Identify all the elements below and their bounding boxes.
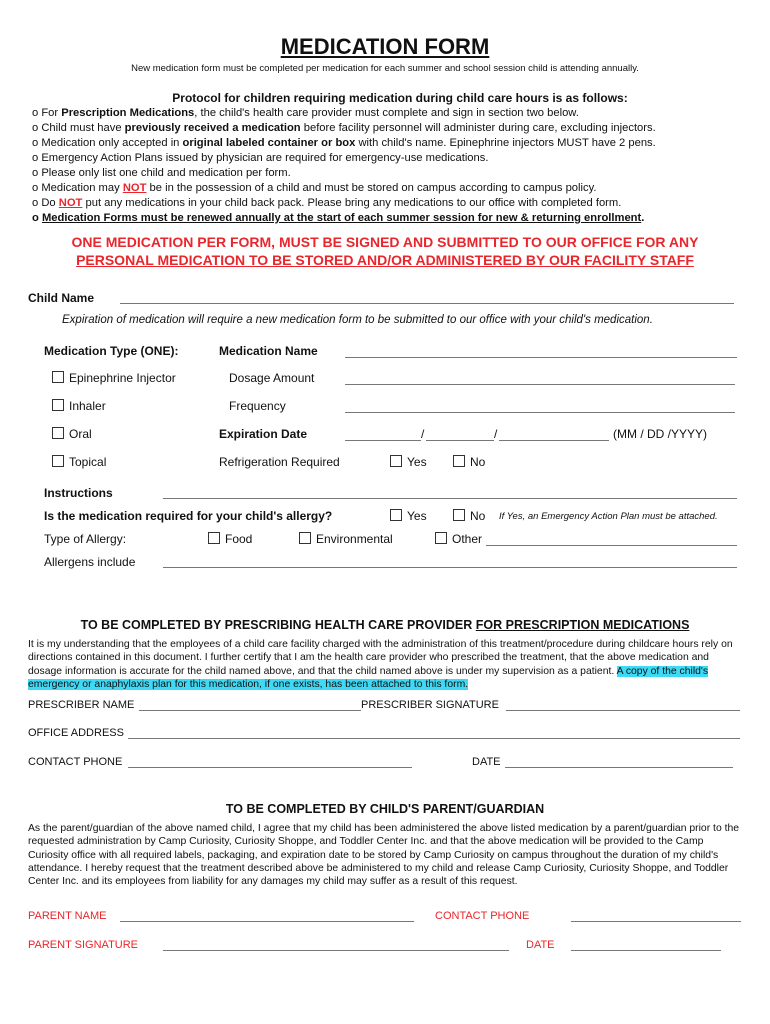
expiration-note: Expiration of medication will require a new medication form to be submitted to our office with your child's medication. [62,314,653,326]
checkbox-topical[interactable] [52,455,64,467]
office-address-label: OFFICE ADDRESS [28,727,124,739]
allergy-type-label: Type of Allergy: [44,532,127,546]
allergens-label: Allergens include [44,555,136,569]
parent-date-field[interactable] [571,950,721,951]
warning-line-1: ONE MEDICATION PER FORM, MUST BE SIGNED AND SUBMITTED TO OUR OFFICE FOR ANY [71,234,699,250]
dosage-label: Dosage Amount [229,371,315,385]
expiration-year-field[interactable] [499,440,609,441]
allergens-field[interactable] [163,567,737,568]
provider-date-field[interactable] [505,767,733,768]
type-inhaler-option[interactable]: Inhaler [52,399,106,413]
allergy-other-field[interactable] [486,545,737,546]
parent-date-label: DATE [526,939,555,951]
checkbox-epinephrine[interactable] [52,371,64,383]
instructions-label: Instructions [44,486,113,500]
type-oral-option[interactable]: Oral [52,427,92,441]
protocol-heading: Protocol for children requiring medication during child care hours is as follows: [172,91,628,105]
provider-section-heading: TO BE COMPLETED BY PRESCRIBING HEALTH CARE PROVIDER FOR PRESCRIPTION MEDICATIONS [80,618,690,632]
protocol-item: o Do NOT put any medications in your child back pack. Please bring any medications to our office with completed form. [32,197,622,209]
checkbox-refrigeration-no[interactable] [453,455,465,467]
allergy-yes-option[interactable]: Yes [390,509,427,523]
protocol-item: o Emergency Action Plans issued by physician are required for emergency-use medications. [32,152,489,164]
protocol-item: o Medication only accepted in original labeled container or box with child's name. Epinephrine injectors MUST have 2 pens. [32,137,656,149]
refrigeration-label: Refrigeration Required [219,455,340,469]
checkbox-allergy-no[interactable] [453,509,465,521]
provider-contact-phone-label: CONTACT PHONE [28,756,123,768]
protocol-item: o Please only list one child and medication per form. [32,167,291,179]
medication-type-label: Medication Type (ONE): [44,344,179,358]
form-subtitle: New medication form must be completed per medication for each summer and school session child is attending annually. [131,63,639,74]
checkbox-environmental[interactable] [299,532,311,544]
expiration-date-label: Expiration Date [219,427,308,441]
refrigeration-no-option[interactable]: No [453,455,485,469]
provider-contact-phone-field[interactable] [128,767,412,768]
protocol-item: o Medication may NOT be in the possession of a child and must be stored on campus according to campus policy. [32,182,597,194]
parent-section-heading: TO BE COMPLETED BY CHILD'S PARENT/GUARDIAN [225,802,545,816]
checkbox-refrigeration-yes[interactable] [390,455,402,467]
date-separator: / [494,427,498,441]
checkbox-allergy-yes[interactable] [390,509,402,521]
provider-highlighted-note: A copy of the child's emergency or anaphylaxis plan for this medication, if one exists, has been attached to this form. [28,665,709,690]
allergy-food-option[interactable]: Food [208,532,252,546]
parent-signature-field[interactable] [163,950,509,951]
parent-contact-phone-field[interactable] [571,921,741,922]
protocol-list [32,106,656,226]
checkbox-food[interactable] [208,532,220,544]
allergy-note: If Yes, an Emergency Action Plan must be attached. [499,511,718,522]
frequency-field[interactable] [345,412,735,413]
expiration-day-field[interactable] [426,440,494,441]
child-name-label: Child Name [28,291,95,305]
allergy-environmental-option[interactable]: Environmental [299,532,393,546]
warning-banner [0,233,770,269]
refrigeration-yes-option[interactable]: Yes [390,455,427,469]
parent-signature-label: PARENT SIGNATURE [28,939,139,951]
prescriber-name-label: PRESCRIBER NAME [28,699,135,711]
warning-line-2: PERSONAL MEDICATION TO BE STORED AND/OR ADMINISTERED BY OUR FACILITY STAFF [76,252,694,268]
child-name-field[interactable] [120,303,734,304]
checkbox-other[interactable] [435,532,447,544]
allergy-question: Is the medication required for your child's allergy? [44,509,333,523]
provider-date-label: DATE [472,756,501,768]
instructions-field[interactable] [163,498,737,499]
dosage-field[interactable] [345,384,735,385]
frequency-label: Frequency [229,399,286,413]
checkbox-inhaler[interactable] [52,399,64,411]
prescriber-signature-label: PRESCRIBER SIGNATURE [361,699,499,711]
checkbox-oral[interactable] [52,427,64,439]
medication-name-field[interactable] [345,357,737,358]
protocol-item: o Child must have previously received a medication before facility personnel will administer during care, excluding injectors. [32,122,656,134]
expiration-month-field[interactable] [345,440,421,441]
date-format-hint: (MM / DD /YYYY) [613,427,708,441]
type-epinephrine-option[interactable]: Epinephrine Injector [52,371,176,385]
parent-name-label: PARENT NAME [28,910,107,922]
form-title: MEDICATION FORM [280,34,490,59]
type-topical-option[interactable]: Topical [52,455,106,469]
office-address-field[interactable] [128,738,740,739]
allergy-no-option[interactable]: No [453,509,485,523]
allergy-other-option[interactable]: Other [435,532,482,546]
date-separator: / [421,427,425,441]
prescriber-signature-field[interactable] [506,710,740,711]
protocol-item: o For Prescription Medications, the child's health care provider must complete and sign in section two below. [32,107,579,119]
parent-name-field[interactable] [120,921,414,922]
medication-name-label: Medication Name [219,344,318,358]
parent-statement: As the parent/guardian of the above named child, I agree that my child has been administered the above listed medication by a parent/guardian prior to the requested administration by Camp Curiosity, Curiosity Shoppe, and Toddler Center Inc. and that the above medication will be provided to the Camp Curiosity office with all required labels, packaging, and expiration date to be stored by Camp Curiosity on campus throughout the duration of my child's attendance. I hereby request that the treatment described above be administered to my child and release Camp Curiosity, Curiosity Shoppe, and Toddler Center Inc. and its employees from liability for any damages my child may suffer as a result of this request. [28,823,740,888]
parent-contact-phone-label: CONTACT PHONE [435,910,530,922]
provider-statement: It is my understanding that the employees of a child care facility charged with the administration of this treatment/procedure during childcare hours rely on directions contained in this document. I further certify that I am the health care provider who prescribed the treatment, that the above medication and dosage information is accurate for the child named above, and that the child named above is under my supervision as a patient. A copy of the child's emergency or anaphylaxis plan for this medication, if one exists, has been attached to this form. [28,639,733,690]
protocol-item: o Medication Forms must be renewed annually at the start of each summer session for new & returning enrollment. [32,212,645,224]
prescriber-name-field[interactable] [139,710,361,711]
